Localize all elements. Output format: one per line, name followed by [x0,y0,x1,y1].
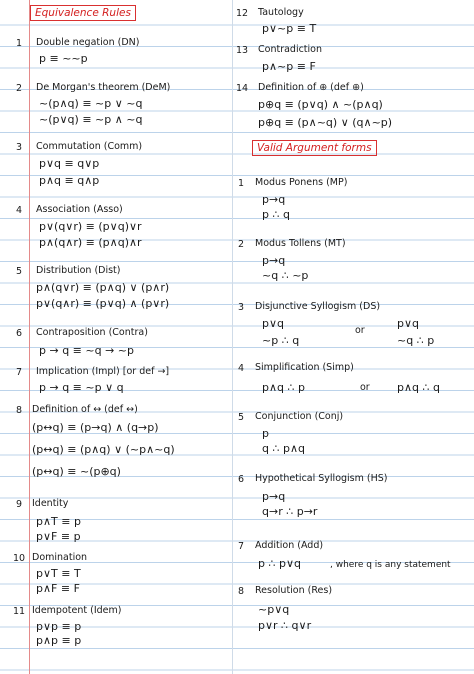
form-premise: p→q [262,490,286,503]
rule-name: Definition of ↔ (def ↔) [32,404,138,415]
rule-number: 8 [16,405,23,416]
rule-number: 10 [13,553,26,564]
form-conclusion: q ∴ p∧q [262,442,305,455]
rule-formula: (p↔q) ≡ (p→q) ∧ (q→p) [32,421,159,434]
rule-formula: p∧T ≡ p [36,515,81,528]
form-premise: p→q [262,193,286,206]
rule-name: Identity [32,498,69,509]
form-number: 6 [238,474,245,485]
rule-number: 4 [16,205,23,216]
form-number: 2 [238,239,245,250]
rule-formula: (p↔q) ≡ (p∧q) ∨ (~p∧~q) [32,443,175,456]
rule-number: 13 [236,45,249,56]
form-number: 7 [238,541,245,552]
valid-argument-forms-header [252,140,377,156]
rule-formula: p∨(q∨r) ≡ (p∨q)∨r [39,220,142,233]
rule-number: 14 [236,83,249,94]
rule-formula: ~(p∨q) ≡ ~p ∧ ~q [39,113,143,126]
form-name: Modus Tollens (MT) [255,238,346,249]
form-number: 4 [238,363,245,374]
rule-name: Double negation (DN) [36,37,140,48]
rule-formula: p → q ≡ ~q → ~p [39,344,134,357]
rule-formula: p∨F ≡ p [36,530,81,543]
rule-name: Domination [32,552,88,563]
form-conclusion: ~p ∴ q [262,334,300,347]
equivalence-rules-title: Equivalence Rules [35,7,131,19]
rule-number: 2 [16,83,23,94]
form-name: Disjunctive Syllogism (DS) [255,301,381,312]
rule-formula: p⊕q ≡ (p∨q) ∧ ~(p∧q) [258,98,383,111]
rule-number: 9 [16,499,23,510]
rule-name: Association (Asso) [36,204,123,215]
rule-formula: p∨T ≡ T [36,567,81,580]
rule-number: 1 [16,38,23,49]
rule-formula: p∧(q∧r) ≡ (p∧q)∧r [39,236,142,249]
rule-name: Contradiction [258,44,323,55]
rule-number: 5 [16,266,23,277]
form-name: Resolution (Res) [255,585,333,596]
rule-formula: p∧F ≡ F [36,582,80,595]
valid-argument-forms-title: Valid Argument forms [257,142,372,154]
rule-number: 6 [16,328,23,339]
form-premise: p→q [262,254,286,267]
form-conclusion: ~q ∴ ~p [262,269,309,282]
form-name: Modus Ponens (MP) [255,177,348,188]
rule-number: 7 [16,367,23,378]
form-number: 5 [238,412,245,423]
rule-name: Contraposition (Contra) [36,327,148,338]
rule-name: De Morgan's theorem (DeM) [36,82,171,93]
rule-name: Idempotent (Idem) [32,605,122,616]
rule-number: 3 [16,142,23,153]
form-name: Conjunction (Conj) [255,411,344,422]
rule-formula: p∨~p ≡ T [262,22,317,35]
rule-formula: p∧p ≡ p [36,634,82,647]
rule-name: Distribution (Dist) [36,265,121,276]
form-formula: p∧q ∴ p [262,381,305,394]
form-premise: p∨q [262,317,285,330]
form-alt-formula: p∧q ∴ q [397,381,440,394]
column-divider [232,0,233,674]
rule-name: Definition of ⊕ (def ⊕) [258,82,364,93]
form-name: Hypothetical Syllogism (HS) [255,473,388,484]
form-number: 3 [238,302,245,313]
form-conclusion: q→r ∴ p→r [262,505,318,518]
form-note: , where q is any statement [330,560,451,570]
form-conclusion: p∨r ∴ q∨r [258,619,312,632]
rule-number: 12 [236,8,249,19]
rule-formula: p∧q ≡ q∧p [39,174,100,187]
rule-formula: p∨q ≡ q∨p [39,157,100,170]
rule-formula: p∨(q∧r) ≡ (p∨q) ∧ (p∨r) [36,297,170,310]
rule-name: Implication (Impl) [or def →] [36,366,170,377]
rule-formula: p∨p ≡ p [36,620,82,633]
rule-formula: p ≡ ~~p [39,52,88,65]
rule-formula: p⊕q ≡ (p∧~q) ∨ (q∧~p) [258,116,393,129]
rule-name: Commutation (Comm) [36,141,143,152]
form-formula: p ∴ p∨q [258,557,301,570]
rule-name: Tautology [258,7,304,18]
or-label: or [360,382,370,393]
rule-formula: ~(p∧q) ≡ ~p ∨ ~q [39,97,143,110]
or-label: or [355,325,365,336]
form-number: 8 [238,586,245,597]
rule-formula: p∧(q∨r) ≡ (p∧q) ∨ (p∧r) [36,281,170,294]
rule-formula: p∧~p ≡ F [262,60,316,73]
rule-formula: (p↔q) ≡ ~(p⊕q) [32,465,121,478]
rule-formula: p → q ≡ ~p ∨ q [39,381,124,394]
form-name: Addition (Add) [255,540,324,551]
form-number: 1 [238,178,245,189]
form-conclusion: p ∴ q [262,208,290,221]
margin-line [29,0,30,674]
form-alt-conclusion: ~q ∴ p [397,334,435,347]
form-premise: p [262,427,269,440]
form-premise: ~p∨q [258,603,290,616]
rule-number: 11 [13,606,26,617]
equivalence-rules-header [30,5,136,21]
form-name: Simplification (Simp) [255,362,354,373]
form-alt-premise: p∨q [397,317,420,330]
